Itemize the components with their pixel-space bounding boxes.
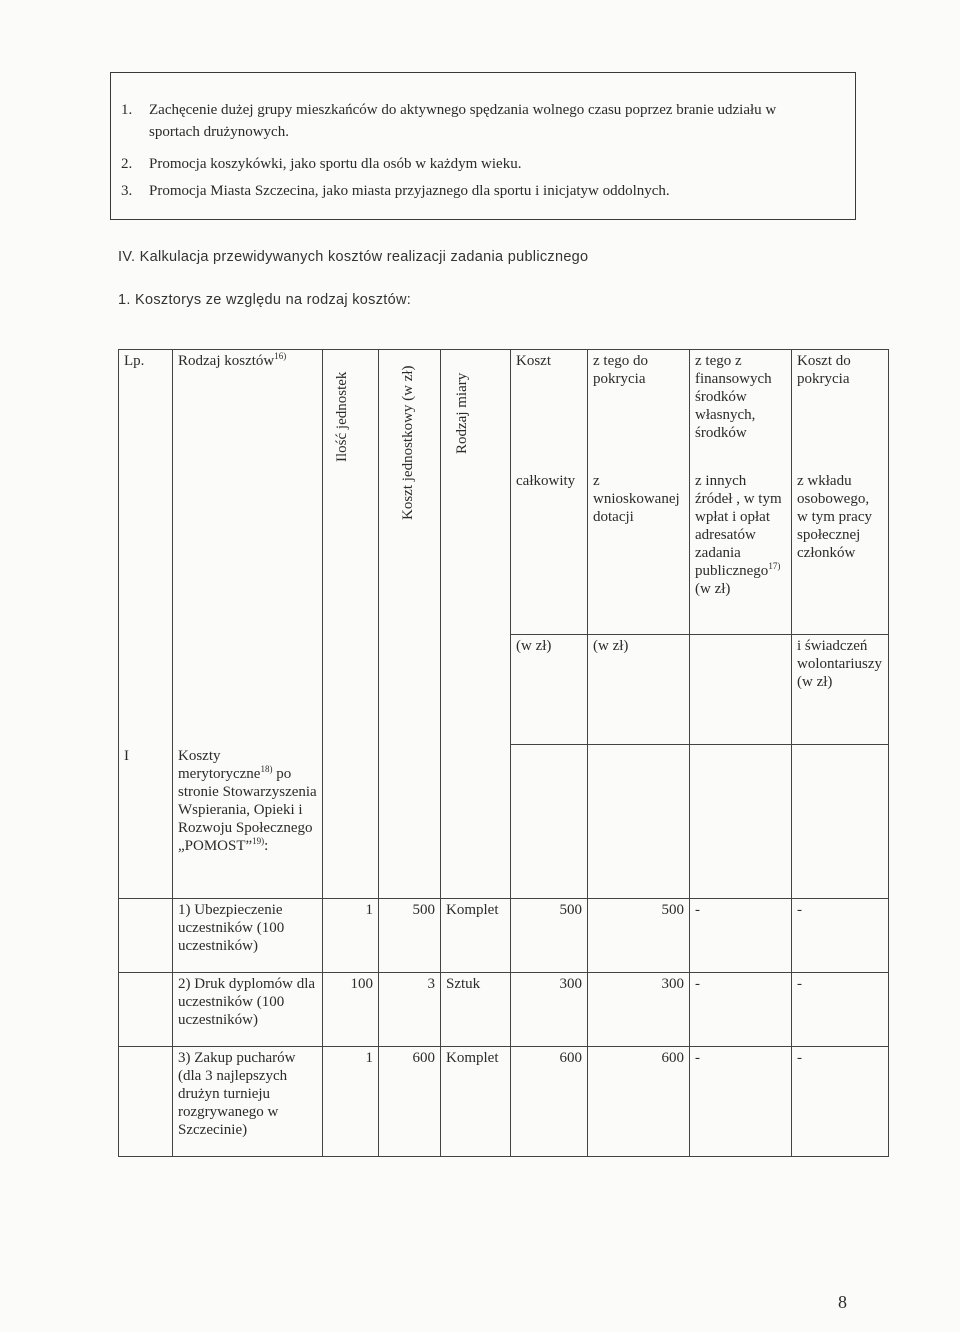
- row-name: 2) Druk dyplomów dla uczestników (100 uczestników): [173, 973, 323, 1047]
- row-grant: 300: [588, 973, 690, 1047]
- row-total: 300: [511, 973, 588, 1047]
- row-lp: [119, 973, 173, 1047]
- row-qty: 1: [323, 899, 379, 973]
- header-row-top: [119, 350, 889, 470]
- row-personal: -: [792, 1047, 889, 1157]
- goal-text: Zachęcenie dużej grupy mieszkańców do aktywnego spędzania wolnego czasu poprzez branie udziału w sportach drużynowych.: [149, 102, 777, 140]
- row-grant: 600: [588, 1047, 690, 1157]
- header-wlasne-mid-label: z innych źródeł , w tym wpłat i opłat adresatów zadania publicznego: [695, 472, 782, 579]
- table-row: [119, 1047, 889, 1157]
- header-rodzaj-miary: [441, 350, 511, 745]
- empty-cell: [441, 745, 511, 899]
- header-rodzaj: [173, 350, 323, 745]
- cost-table: [118, 349, 889, 1157]
- row-grant: 500: [588, 899, 690, 973]
- header-dotacja-top: z tego do pokrycia: [588, 350, 690, 470]
- row-unit-cost: 500: [379, 899, 441, 973]
- row-personal: -: [792, 973, 889, 1047]
- goals-box: [110, 72, 856, 220]
- row-total: 500: [511, 899, 588, 973]
- subsection-title: 1. Kosztorys ze względu na rodzaj kosztów:: [118, 292, 412, 308]
- goal-item: [121, 180, 829, 202]
- goal-number: 1.: [121, 102, 133, 118]
- header-dotacja-mid: z wnioskowanej dotacji: [588, 470, 690, 635]
- footnote-ref: 17): [768, 560, 781, 571]
- header-wlasne-unit-cell: [690, 635, 792, 745]
- goal-number: 3.: [121, 183, 133, 199]
- empty-cell: [511, 745, 588, 899]
- header-koszt-jednostkowy-label: Koszt jednostkowy (w zł): [400, 365, 416, 520]
- footnote-ref: 16): [274, 351, 287, 361]
- row-own: -: [690, 973, 792, 1047]
- row-own: -: [690, 899, 792, 973]
- footnote-ref: 19): [252, 835, 265, 846]
- page-number: 8: [838, 1292, 847, 1312]
- header-ilosc: [323, 350, 379, 745]
- footnote-ref: 18): [260, 763, 273, 774]
- row-measure: Komplet: [441, 1047, 511, 1157]
- section-title-part: Koszty merytoryczne: [178, 747, 261, 782]
- row-lp: [119, 1047, 173, 1157]
- goal-number: 2.: [121, 156, 133, 172]
- goal-text: Promocja koszykówki, jako sportu dla osób w każdym wieku.: [149, 156, 522, 172]
- empty-cell: [690, 745, 792, 899]
- table-row: [119, 899, 889, 973]
- row-lp: [119, 899, 173, 973]
- header-osobowy-top: Koszt do pokrycia: [792, 350, 889, 470]
- header-dotacja-unit: (w zł): [588, 635, 690, 745]
- header-ilosc-label: Ilość jednostek: [334, 371, 350, 462]
- header-osobowy-unit: i świadczeń wolontariuszy (w zł): [792, 635, 889, 745]
- header-wlasne-top: z tego z finansowych środków własnych, środków: [690, 350, 792, 470]
- goal-item: [121, 153, 829, 175]
- header-koszt-unit: (w zł): [511, 635, 588, 745]
- empty-cell: [588, 745, 690, 899]
- section-title-cell: [173, 745, 323, 899]
- row-name: 1) Ubezpieczenie uczestników (100 uczestników): [173, 899, 323, 973]
- empty-cell: [323, 745, 379, 899]
- header-koszt-mid: całkowity: [511, 470, 588, 635]
- section-row: [119, 745, 889, 899]
- section-title-part: :: [264, 837, 269, 854]
- header-koszt-jednostkowy: [379, 350, 441, 745]
- goal-text: Promocja Miasta Szczecina, jako miasta przyjaznego dla sportu i inicjatyw oddolnych.: [149, 183, 670, 199]
- row-unit-cost: 3: [379, 973, 441, 1047]
- header-wlasne-unit: (w zł): [695, 580, 731, 597]
- table-row: [119, 973, 889, 1047]
- empty-cell: [792, 745, 889, 899]
- row-qty: 100: [323, 973, 379, 1047]
- row-qty: 1: [323, 1047, 379, 1157]
- row-measure: Komplet: [441, 899, 511, 973]
- empty-cell: [379, 745, 441, 899]
- goal-item: [121, 99, 829, 143]
- row-total: 600: [511, 1047, 588, 1157]
- section-title-part: po stronie Stowarzyszenia Wspierania, Opieki i Rozwoju Społecznego „POMOST”: [178, 765, 317, 854]
- section-lp: I: [119, 745, 173, 899]
- section-title: IV. Kalkulacja przewidywanych kosztów realizacji zadania publicznego: [118, 249, 589, 265]
- row-measure: Sztuk: [441, 973, 511, 1047]
- header-lp: Lp.: [119, 350, 173, 745]
- row-name: 3) Zakup pucharów (dla 3 najlepszych drużyn turnieju rozgrywanego w Szczecinie): [173, 1047, 323, 1157]
- row-unit-cost: 600: [379, 1047, 441, 1157]
- row-own: -: [690, 1047, 792, 1157]
- header-rodzaj-miary-label: Rodzaj miary: [454, 372, 470, 454]
- header-wlasne-mid: [690, 470, 792, 635]
- row-personal: -: [792, 899, 889, 973]
- header-rodzaj-label: Rodzaj kosztów: [178, 353, 275, 369]
- header-koszt-top: Koszt: [511, 350, 588, 470]
- header-osobowy-mid: z wkładu osobowego, w tym pracy społecznej członków: [792, 470, 889, 635]
